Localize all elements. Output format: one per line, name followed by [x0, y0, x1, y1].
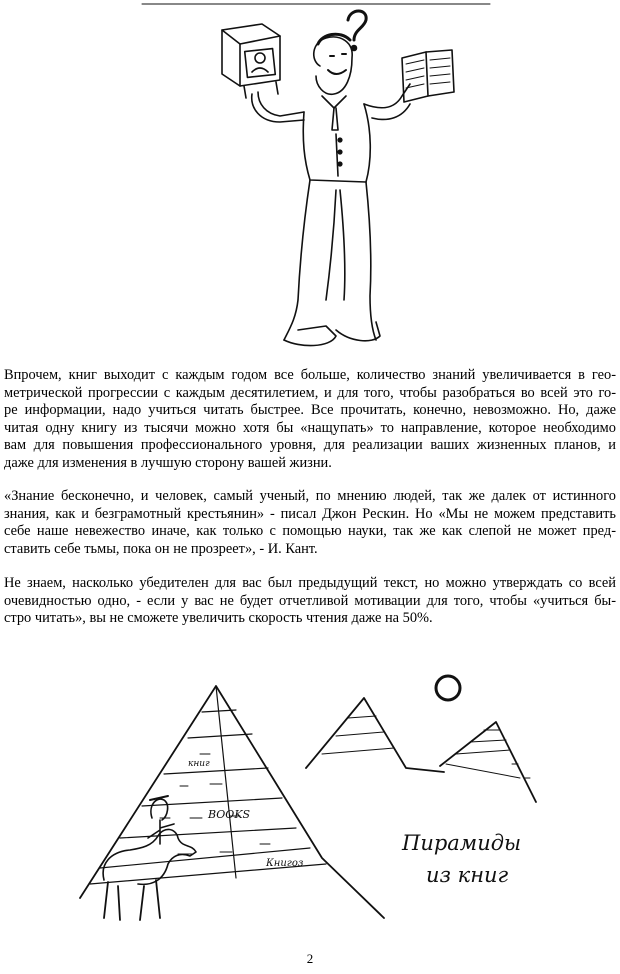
text-line: Впрочем, книг выходит с каждым годом все больше, количество знаний увеличивается в гео-: [4, 367, 616, 383]
text-line: Не знаем, насколько убедителен для вас был предыдущий текст, но можно утверждать со всей: [4, 575, 616, 591]
paragraph-3: [4, 575, 616, 628]
text-line: читая одну книгу из тысячи можно хотя бы «нащупать» то направление, которое необходимо: [4, 419, 616, 436]
caption-line-2: из книг: [426, 863, 509, 887]
label-small-word: книг: [188, 759, 210, 769]
text-line: вам для повышения профессионального уровня, для реализации ваших жизненных планов, и: [4, 437, 616, 454]
text-line: даже для изменения в лучшую сторону вашей жизни.: [4, 454, 332, 471]
text-line: знания, как и безграмотный крестьянин» - писал Джон Рескин. Но «Мы не можем представить: [4, 505, 616, 522]
text-line: ре информации, надо учиться читать быстрее. Все прочитать, конечно, невозможно. Но, даже: [4, 402, 616, 419]
illustration-book-pyramids: [60, 668, 590, 930]
illustration-man-with-tv-and-book: [140, 0, 492, 356]
caption-line-1: Пирамиды: [402, 831, 522, 855]
text-line: себе наше невежество иначе, как только с помощью науки, так же как слепой не может пред-: [4, 523, 616, 540]
label-bottom-block: Книгоз: [266, 858, 304, 869]
text-line: очевидностью одно, - если у вас не будет отчетливой мотивации для того, чтобы «учиться бы-: [4, 592, 616, 609]
paragraph-2: [4, 488, 616, 558]
text-line: метрической прогрессии с каждым десятилетием, и для того, чтобы разобраться во всей это го-: [4, 384, 616, 401]
tv-face: [255, 53, 265, 63]
text-line: стро читать», вы не сможете увеличить скорость чтения даже на 50%.: [4, 610, 433, 627]
sun-icon: [436, 676, 460, 700]
text-line: «Знание бесконечно, и человек, самый ученый, по мнению людей, так же далек от истинного: [4, 488, 616, 504]
text-line: ставить себе тьмы, пока он не прозреет», - И. Кант.: [4, 540, 318, 557]
page-number: 2: [306, 951, 314, 966]
paragraph-1: [4, 367, 616, 473]
label-books: BOOKS: [208, 808, 251, 821]
